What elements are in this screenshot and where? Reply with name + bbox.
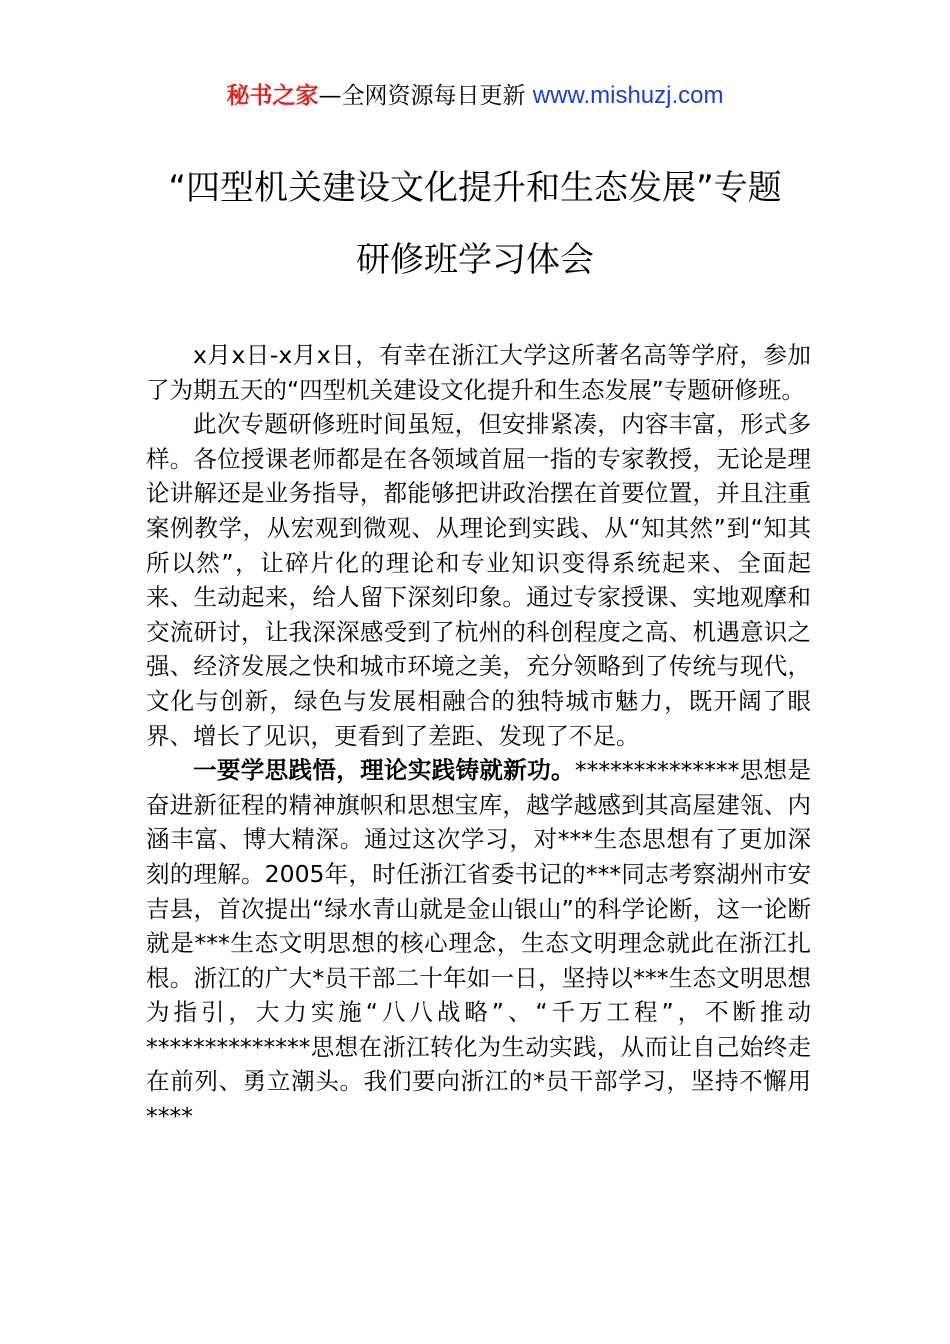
document-title	[100, 152, 850, 296]
paragraph-text: **************思想是奋进新征程的精神旗帜和思想宝库，越学越感到其高屋建瓴、内涵丰富、博大精深。通过这次学习，对***生态思想有了更加深刻的理解。2005年，时任浙江省委书记的***同志考察湖州市安吉县，首次提出“绿水青山就是金山银山”的科学论断，这一论断就是***生态文明思想的核心理念，生态文明理念就此在浙江扎根。浙江的广大*员干部二十年如一日，坚持以***生态文明思想为指引，大力实施“八八战略”、“千万工程”，不断推动**************思想在浙江转化为生动实践，从而让自己始终走在前列、勇立潮头。我们要向浙江的*员干部学习，坚持不懈用****	[146, 756, 812, 1131]
title-line-1: “四型机关建设文化提升和生态发展”专题	[168, 168, 782, 208]
paragraph-3	[146, 753, 811, 1134]
site-brand: 秘书之家	[226, 83, 319, 109]
section-heading: 一要学思践悟，理论实践铸就新功。	[193, 756, 575, 785]
site-header	[0, 80, 950, 112]
paragraph-text: 此次专题研修班时间虽短，但安排紧凑，内容丰富，形式多样。各位授课老师都是在各领域首屈一指的专家教授，无论是理论讲解还是业务指导，都能够把讲政治摆在首要位置，并且注重案例教学，从宏观到微观、从理论到实践、从“知其然”到“知其所以然”，让碎片化的理论和专业知识变得系统起来、全面起来、生动起来，给人留下深刻印象。通过专家授课、实地观摩和交流研讨，让我深深感受到了杭州的科创程度之高、机遇意识之强、经济发展之快和城市环境之美，充分领略到了传统与现代，文化与创新，绿色与发展相融合的独特城市魅力，既开阔了眼界、增长了见识，更看到了差距、发现了不足。	[146, 410, 811, 750]
site-url[interactable]: www.mishuzj.com	[532, 82, 724, 109]
paragraph-2	[146, 407, 811, 753]
site-slogan: —全网资源每日更新	[318, 83, 526, 109]
paragraph-text: x月x日-x月x日，有幸在浙江大学这所著名高等学府，参加了为期五天的“四型机关建设文化提升和生态发展”专题研修班。	[146, 341, 811, 404]
paragraph-1	[146, 338, 811, 407]
document-body	[146, 338, 811, 1134]
title-line-2: 研修班学习体会	[356, 240, 594, 280]
